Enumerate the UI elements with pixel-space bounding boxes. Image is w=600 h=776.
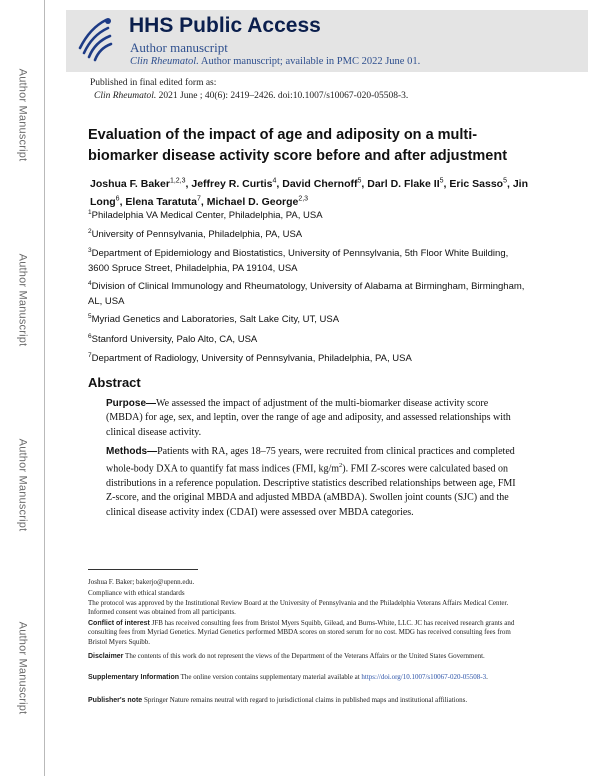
affiliation: $^2$University of Pennsylvania, Philadelphia, PA, USA <box>88 228 303 241</box>
supplementary-link[interactable]: https://doi.org/10.1007/s10067-020-05508-3 <box>361 673 487 681</box>
affiliation: $^3$Department of Epidemiology and Biostatistics, University of Pennsylvania, 5th Floor White Building, 3600 Spruce Street, Philadelphia, PA 19104, USA <box>88 247 509 275</box>
author: Elena Taratuta$^7$, <box>125 195 207 208</box>
footnote-publisher: Publisher's note Springer Nature remains neutral with regard to jurisdictional claims in published maps and institutional affiliations. <box>88 696 468 704</box>
affiliation: $^1$Philadelphia VA Medical Center, Philadelphia, PA, USA <box>88 209 323 222</box>
abstract-methods: Methods—Patients with RA, ages 18–75 years, were recruited from clinical practices and completed whole-body DXA to quantify fat mass indices (FMI, $kg/m^2$). FMI Z-scores were calculated based on distributions in a reference population. Descriptive statistics described relationships between age, FMI Z-score, and the original MBDA and adjusted MBDA (aMBDA). Swollen joint counts (SJC) and the clinical disease activity index (CDAI) were assessed over MBDA categories. <box>106 446 516 518</box>
purpose-label: Purpose— <box>106 398 157 409</box>
abstract-purpose <box>106 397 516 440</box>
affiliation: $^7$Department of Radiology, University of Pennsylvania, Philadelphia, PA, USA <box>88 352 412 365</box>
published-line: Published in final edited form as: <box>90 78 217 88</box>
author: Darl D. Flake $II^5$, <box>367 177 450 190</box>
affiliation: $^6$Stanford University, Palo Alto, CA, USA <box>88 333 258 346</box>
side-label-1: Author Manuscript <box>16 68 29 162</box>
purpose-text: We assessed the impact of adjustment of the multi-biomarker disease activity score (MBDA) for age, sex, and leptin, over the range of age and adiposity, and assessed relationships with clinical disease activity. <box>106 398 511 438</box>
published-citation: Clin Rheumatol. 2021 June ; 40(6): 2419–2426. doi:10.1007/s10067-020-05508-3. <box>94 91 409 101</box>
header-citation: Clin Rheumatol. Author manuscript; available in PMC 2022 June 01. <box>130 56 421 67</box>
author: Jeffrey R. Curtis$^4$, <box>191 177 283 190</box>
author: Jin Long$^6$, <box>90 177 528 208</box>
author: David Chernoff$^5$, <box>282 177 368 190</box>
author: Eric Sasso$^5$, <box>449 177 513 190</box>
header-subtitle: Author manuscript <box>130 40 228 55</box>
affiliation: $^4$Division of Clinical Immunology and Rheumatology, University of Alabama at Birmingham, Birmingham, AL, USA <box>88 280 525 308</box>
footnote-disclaimer: Disclaimer The contents of this work do not represent the views of the Department of the Veterans Affairs or the United States Government. <box>88 652 485 660</box>
methods-label: Methods— <box>106 446 158 457</box>
footnote-email: Joshua F. Baker; bakerjo@upenn.edu. <box>88 578 195 586</box>
side-margin <box>0 0 50 776</box>
footnote-rule <box>88 569 198 570</box>
side-label-3: Author Manuscript <box>16 438 29 532</box>
abstract-heading: Abstract <box>88 375 141 390</box>
footnote-protocol: The protocol was approved by the Institutional Review Board at the University of Pennsylvania and the Philadelphia Veterans Affairs Medical Center. Informed consent was obtained from all participants. <box>88 599 509 617</box>
article-title: Evaluation of the impact of age and adiposity on a multi-biomarker disease activity score before and after adjustment <box>88 127 508 164</box>
hhs-eagle-logo-icon <box>72 14 116 64</box>
side-label-4: Author Manuscript <box>16 621 29 715</box>
author: Michael D. George$^{2,3}$ <box>206 195 309 208</box>
author: Joshua F. Baker$^{1,2,3}$, <box>90 177 192 190</box>
footnote-conflict: Conflict of interest JFB has received consulting fees from Bristol Myers Squibb, Gilead, and Burns-White, LLC. JC has received research grants and consulting fees from Myriad Genetics. Myriad Genetics performed MBDA scores on stored serum for no cost. MDG has received consulting fees from Bristol Myers Squibb. <box>88 619 515 646</box>
footnote-supplementary: Supplementary Information The online version contains supplementary material available at https://doi.org/10.1007/s10067-020-05508-3. <box>88 673 488 681</box>
margin-divider <box>44 0 45 776</box>
footnote-compliance: Compliance with ethical standards <box>88 589 185 597</box>
affiliation: $^5$Myriad Genetics and Laboratories, Salt Lake City, UT, USA <box>88 313 340 326</box>
published-info <box>90 77 408 103</box>
header-title: HHS Public Access <box>129 14 321 37</box>
side-label-2: Author Manuscript <box>16 253 29 347</box>
